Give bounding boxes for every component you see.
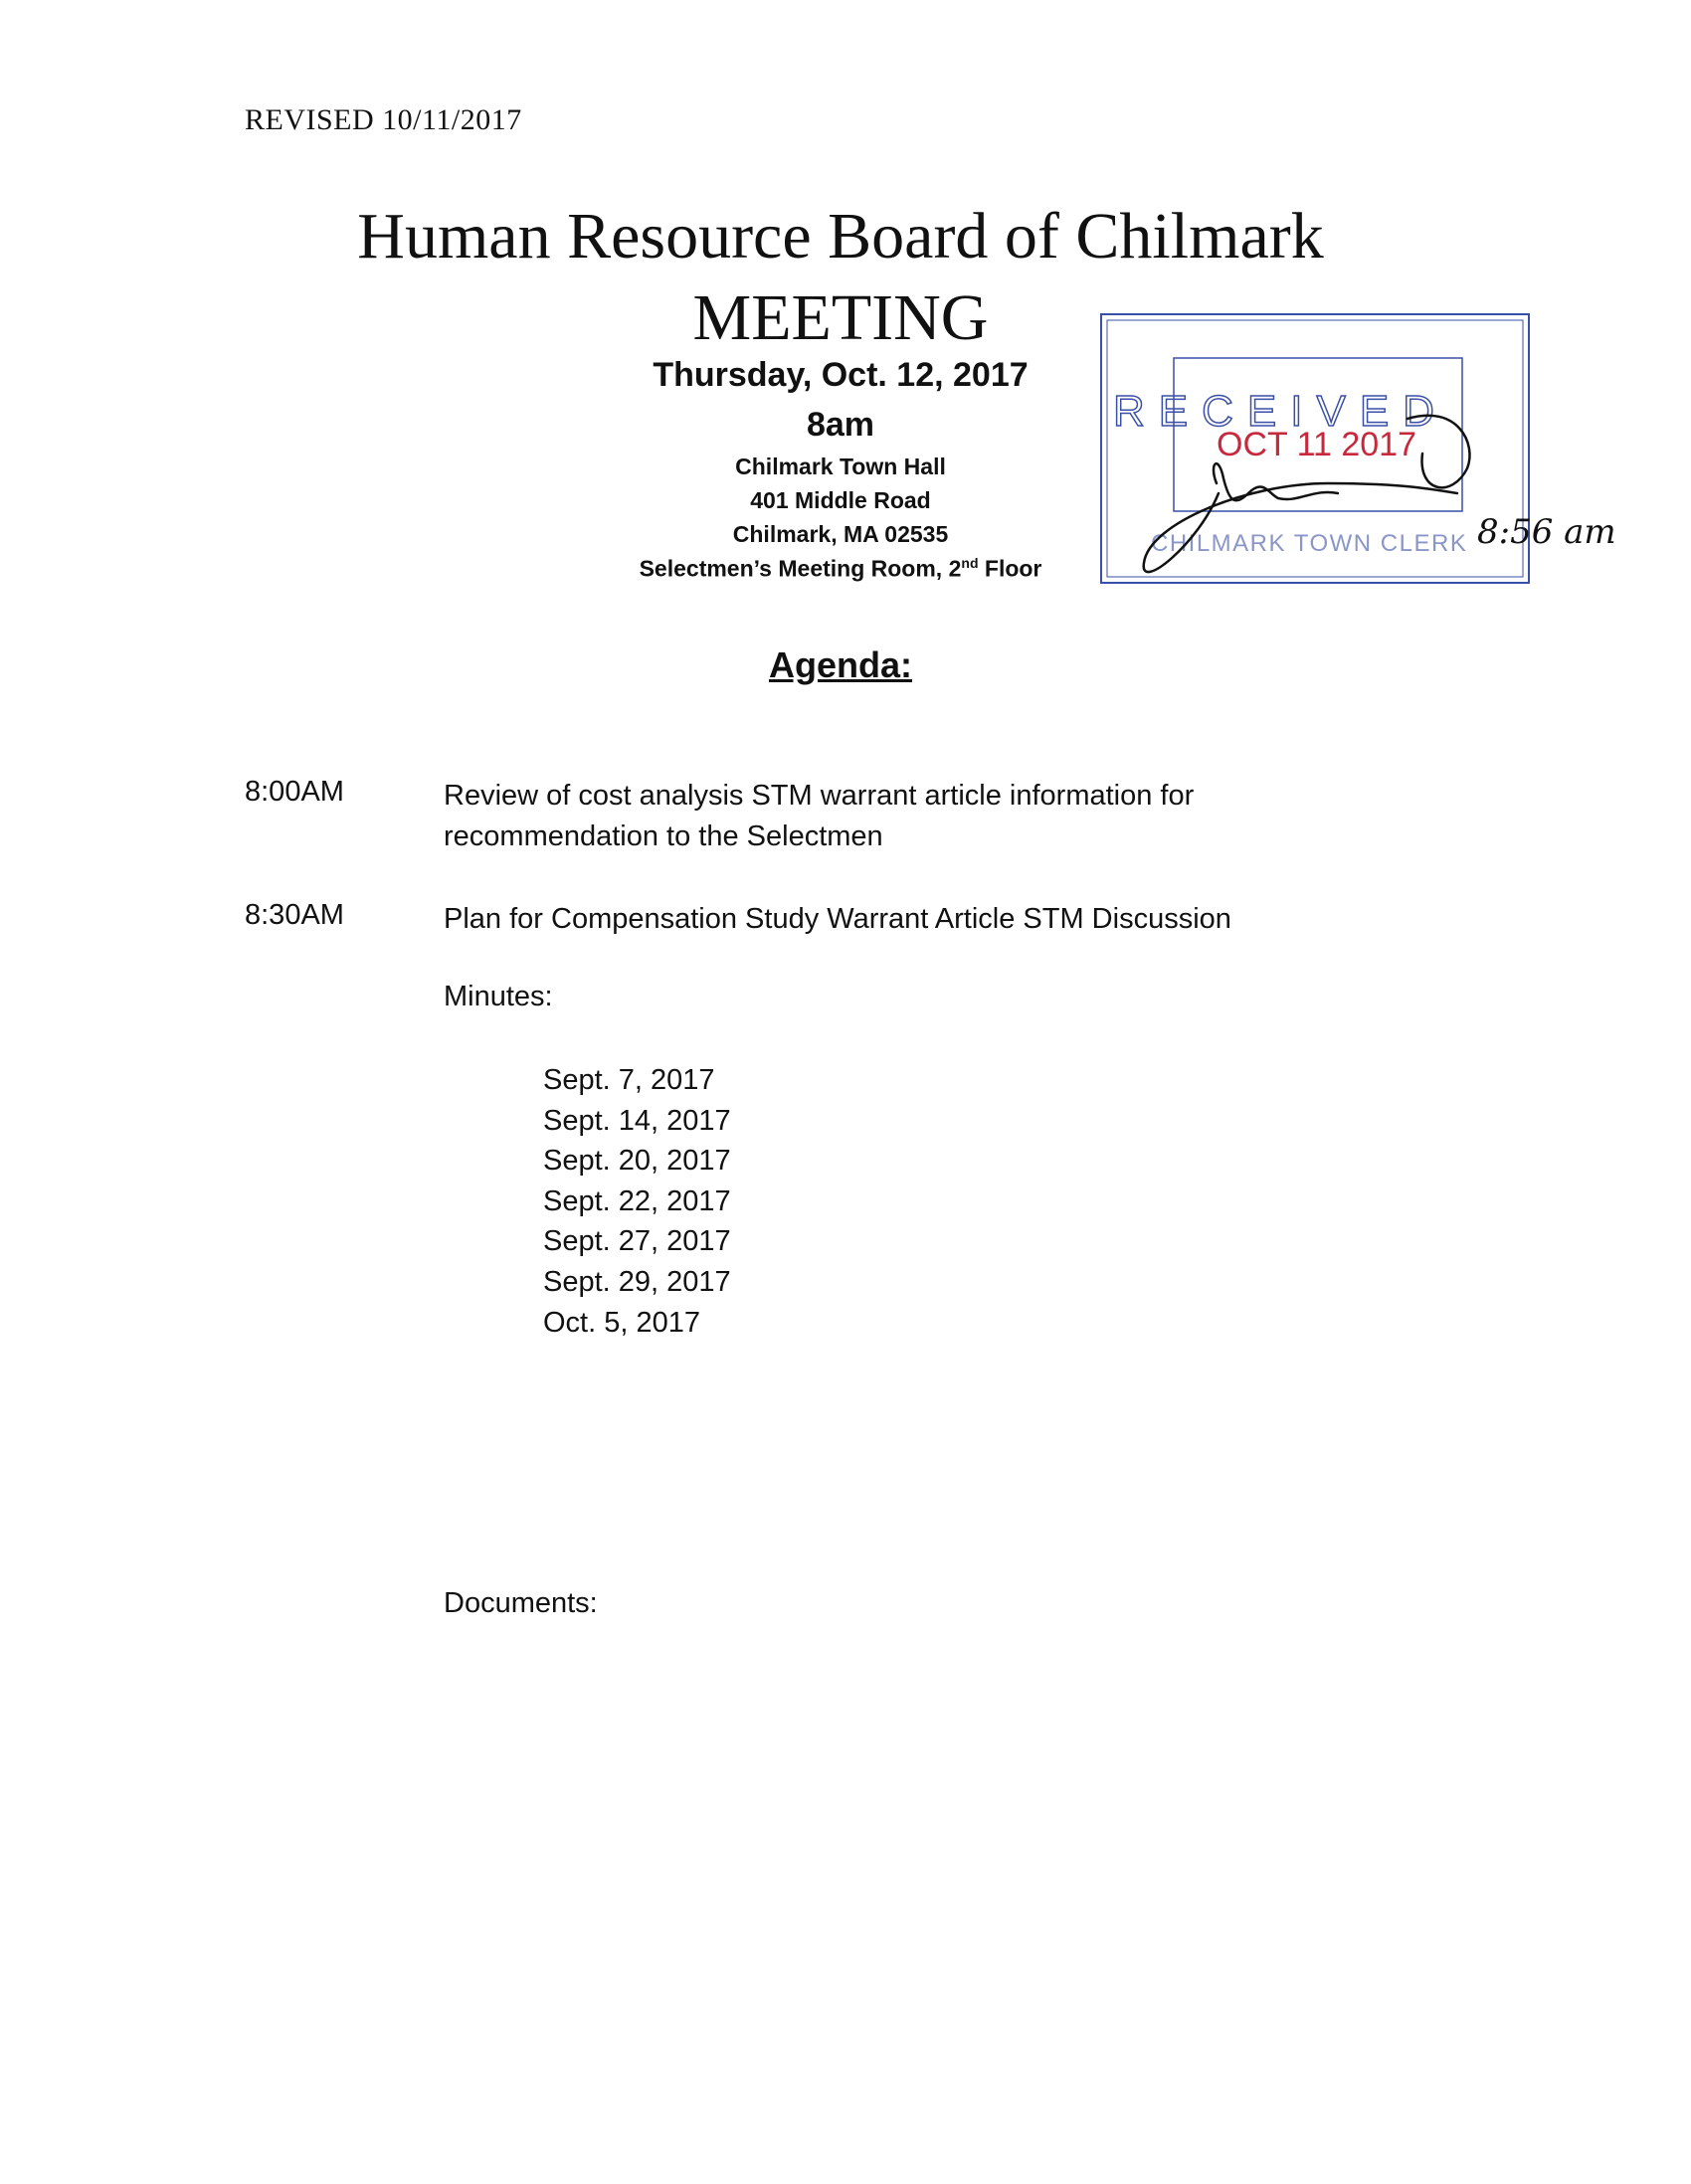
documents-label: Documents: [444, 1587, 598, 1619]
minutes-label: Minutes: [444, 981, 553, 1012]
minutes-date: Sept. 7, 2017 [543, 1064, 715, 1096]
agenda-item-time: 8:30AM [245, 899, 344, 931]
agenda-heading: Agenda: [769, 644, 912, 685]
ordinal-suffix: nd [961, 555, 979, 571]
minutes-date: Sept. 22, 2017 [543, 1184, 731, 1217]
board-title: Human Resource Board of Chilmark [357, 200, 1324, 273]
handwritten-time: 8:56 am [1477, 512, 1616, 552]
minutes-date: Oct. 5, 2017 [543, 1306, 700, 1339]
meeting-time: 8am [806, 406, 875, 444]
agenda-item-time: 8:00AM [245, 776, 344, 808]
meeting-room-text: Selectmen’s Meeting Room, 2 [639, 555, 962, 582]
agenda-item-text: Review of cost analysis STM warrant article information for recommendation to the Selectmen [444, 780, 1195, 852]
address-line: Chilmark Town Hall [735, 454, 946, 479]
revised-date: REVISED 10/11/2017 [245, 103, 522, 136]
minutes-date: Sept. 27, 2017 [543, 1225, 731, 1258]
minutes-date: Sept. 20, 2017 [543, 1145, 731, 1178]
minutes-date: Sept. 14, 2017 [543, 1104, 731, 1137]
meeting-heading: MEETING [692, 281, 989, 354]
stamp-date: OCT 11 2017 [1217, 426, 1416, 463]
minutes-date: Sept. 29, 2017 [543, 1265, 731, 1298]
received-stamp [1099, 294, 1656, 593]
meeting-date: Thursday, Oct. 12, 2017 [653, 356, 1029, 394]
stamp-office: CHILMARK TOWN CLERK [1151, 530, 1468, 557]
stamp-received-text: RECEIVED [1113, 387, 1448, 436]
agenda-item-text: Plan for Compensation Study Warrant Article STM Discussion [444, 903, 1231, 935]
address-line: 401 Middle Road [750, 487, 931, 513]
address-line: Chilmark, MA 02535 [732, 521, 949, 547]
minutes-list [543, 1060, 731, 1343]
meeting-room-floor: Floor [978, 555, 1042, 582]
